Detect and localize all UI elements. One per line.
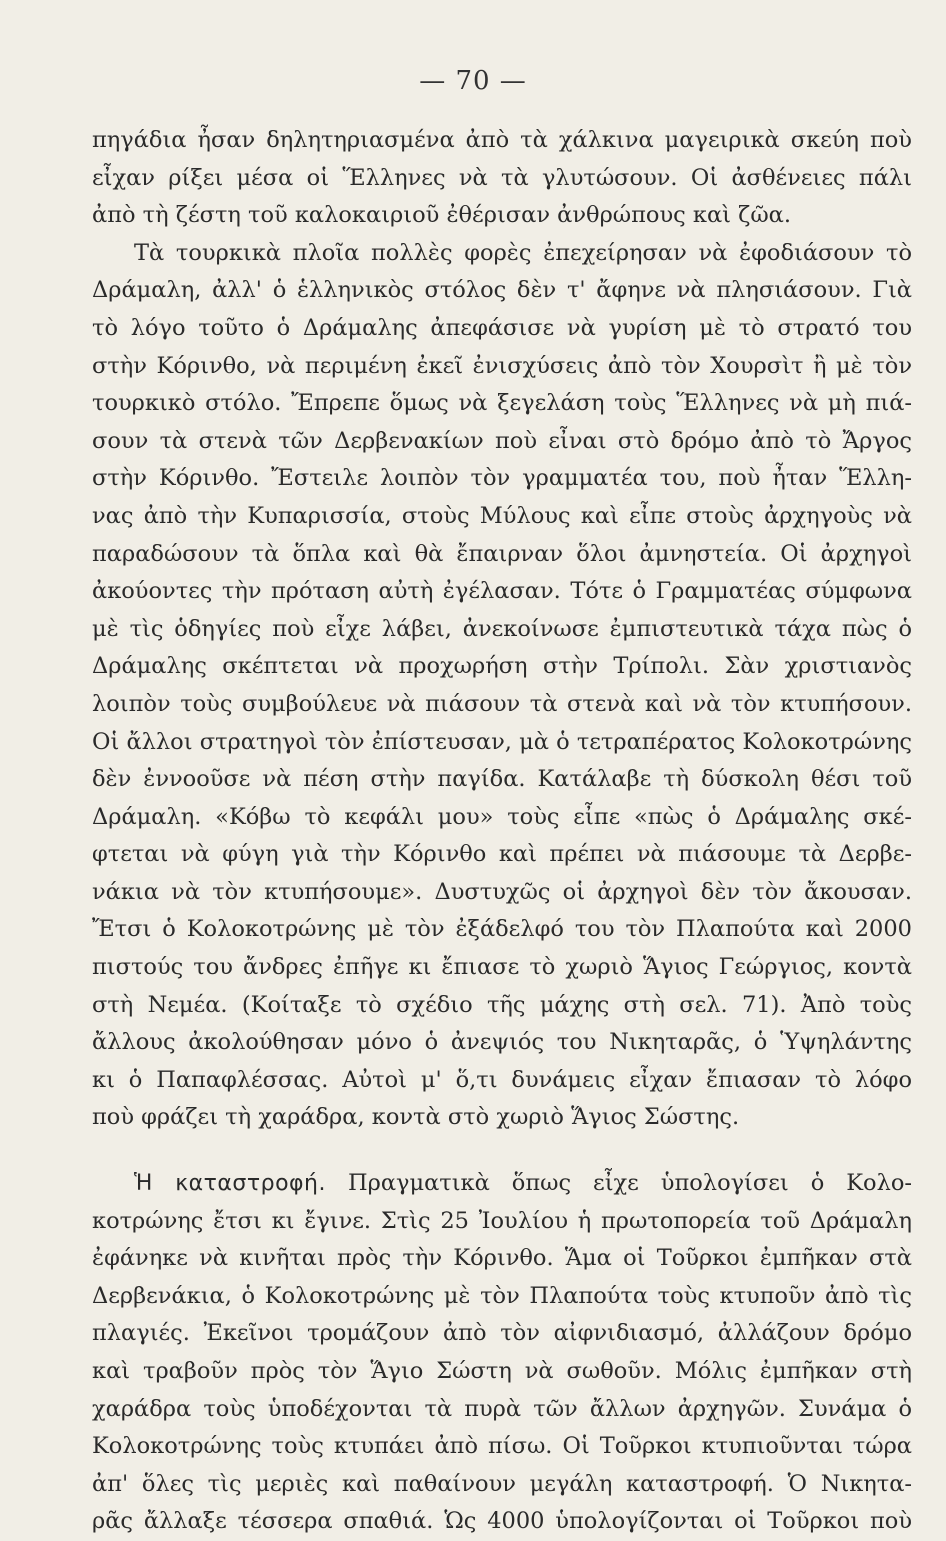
page-body	[92, 122, 912, 1541]
text-line: μὲ τὶς ὁδηγίες ποὺ εἶχε λάβει, ἀνεκοίνωσε ἐμπιστευτικὰ τάχα πὼς ὁ	[92, 615, 912, 642]
text-line: ἀπ' ὅλες τὶς μεριὲς καὶ παθαίνουν μεγάλη καταστροφή. Ὁ Νικητα-	[92, 1470, 912, 1497]
text-line: ἐφάνηκε νὰ κινῆται πρὸς τὴν Κόρινθο. Ἅμα οἱ Τοῦρκοι ἐμπῆκαν στὰ	[92, 1245, 912, 1272]
text-line: Οἱ ἄλλοι στρατηγοὶ τὸν ἐπίστευσαν, μὰ ὁ τετραπέρατος Κολοκοτρώνης	[92, 728, 912, 755]
text-line: φτεται νὰ φύγη γιὰ τὴν Κόρινθο καὶ πρέπει νὰ πιάσουμε τὰ Δερβε-	[92, 841, 912, 868]
text-line: στὴν Κόρινθο, νὰ περιμένη ἐκεῖ ἐνισχύσεις ἀπὸ τὸν Χουρσὶτ ἢ μὲ τὸν	[92, 352, 912, 379]
text-line: ρᾶς ἄλλαξε τέσσερα σπαθιά. Ὡς 4000 ὑπολογίζονται οἱ Τοῦρκοι ποὺ	[92, 1508, 912, 1535]
text-line: καὶ τραβοῦν πρὸς τὸν Ἅγιο Σώστη νὰ σωθοῦν. Μόλις ἐμπῆκαν στὴ	[92, 1358, 912, 1384]
text-line: Δράμαλης σκέπτεται νὰ προχωρήση στὴν Τρίπολι. Σὰν χριστιανὸς	[92, 653, 912, 680]
text-line: νάκια νὰ τὸν κτυπήσουμε». Δυστυχῶς οἱ ἀρχηγοὶ δὲν τὸν ἄκουσαν.	[92, 878, 912, 905]
text-line: Δερβενάκια, ὁ Κολοκοτρώνης μὲ τὸν Πλαπούτα τοὺς κτυποῦν ἀπὸ τὶς	[92, 1282, 912, 1309]
paragraph-2	[92, 235, 912, 1137]
text-line: Δράμαλη, ἀλλ' ὁ ἑλληνικὸς στόλος δὲν τ' ἄφηνε νὰ πλησιάσουν. Γιὰ	[92, 277, 912, 304]
text-line: κι ὁ Παπαφλέσσας. Αὐτοὶ μ' ὅ,τι δυνάμεις εἶχαν ἔπιασαν τὸ λόφο	[92, 1066, 912, 1093]
text-line: χαράδρα τοὺς ὑποδέχονται τὰ πυρὰ τῶν ἄλλων ἀρχηγῶν. Συνάμα ὁ	[92, 1395, 912, 1422]
text-line: στὴ Νεμέα. (Κοίταξε τὸ σχέδιο τῆς μάχης στὴ σελ. 71). Ἀπὸ τοὺς	[92, 991, 912, 1018]
paragraph-gap	[92, 1137, 912, 1165]
text-line: δὲν ἐννοοῦσε νὰ πέση στὴν παγίδα. Κατάλαβε τὴ δύσκολη θέσι τοῦ	[92, 766, 912, 793]
text-line: τουρκικὸ στόλο. Ἔπρεπε ὅμως νὰ ξεγελάση τοὺς Ἕλληνες νὰ μὴ πιά-	[92, 390, 912, 417]
text-line: ἀκούοντες τὴν πρόταση αὐτὴ ἐγέλασαν. Τότε ὁ Γραμματέας σύμφωνα	[92, 578, 912, 605]
text-line: Ἔτσι ὁ Κολοκοτρώνης μὲ τὸν ἐξάδελφό του τὸν Πλαπούτα καὶ 2000	[92, 916, 912, 943]
text-line: παραδώσουν τὰ ὅπλα καὶ θὰ ἔπαιρναν ὅλοι ἀμνηστεία. Οἱ ἀρχηγοὶ	[92, 540, 912, 567]
section-heading: Ἡ καταστροφή.	[134, 1171, 326, 1197]
text-line: κοτρώνης ἔτσι κι ἔγινε. Στὶς 25 Ἰουλίου ἡ πρωτοπορεία τοῦ Δράμαλη	[92, 1207, 912, 1234]
text-line: ἄλλους ἀκολούθησαν μόνο ὁ ἀνεψιός του Νικηταρᾶς, ὁ Ὑψηλάντης	[92, 1029, 912, 1056]
text-line: πιστούς του ἄνδρες ἐπῆγε κι ἔπιασε τὸ χωριὸ Ἅγιος Γεώργιος, κοντὰ	[92, 954, 912, 981]
text-line: Δράμαλη. «Κόβω τὸ κεφάλι μου» τοὺς εἶπε «πὼς ὁ Δράμαλης σκέ-	[92, 803, 912, 830]
text-line: νας ἀπὸ τὴν Κυπαρισσία, στοὺς Μύλους καὶ εἶπε στοὺς ἀρχηγοὺς νὰ	[92, 502, 912, 529]
text-line: πηγάδια ἦσαν δηλητηριασμένα ἀπὸ τὰ χάλκινα μαγειρικὰ σκεύη ποὺ	[92, 127, 912, 153]
text-line: στὴν Κόρινθο. Ἔστειλε λοιπὸν τὸν γραμματέα του, ποὺ ἦταν Ἕλλη-	[92, 465, 912, 492]
text-line: εἶχαν ρίξει μέσα οἱ Ἕλληνες νὰ τὰ γλυτώσουν. Οἱ ἀσθένειες πάλι	[92, 164, 912, 191]
paragraph-1	[92, 122, 912, 235]
text-line: τὸ λόγο τοῦτο ὁ Δράμαλης ἀπεφάσισε νὰ γυρίση μὲ τὸ στρατό του	[92, 314, 912, 341]
paragraph-3	[92, 1165, 912, 1541]
text-line: πλαγιές. Ἐκεῖνοι τρομάζουν ἀπὸ τὸν αἰφνιδιασμό, ἀλλάζουν δρόμο	[92, 1320, 912, 1347]
section-first-line	[92, 1165, 912, 1203]
page-number: — 70 —	[419, 66, 527, 96]
text-line: σουν τὰ στενὰ τῶν Δερβενακίων ποὺ εἶναι στὸ δρόμο ἀπὸ τὸ Ἄργος	[92, 427, 912, 454]
text-line: ποὺ φράζει τὴ χαράδρα, κοντὰ στὸ χωριὸ Ἅγιος Σώστης.	[92, 1104, 740, 1131]
text-line: λοιπὸν τοὺς συμβούλευε νὰ πιάσουν τὰ στενὰ καὶ νὰ τὸν κτυπήσουν.	[92, 690, 912, 717]
text-line: Τὰ τουρκικὰ πλοῖα πολλὲς φορὲς ἐπεχείρησαν νὰ ἐφοδιάσουν τὸ	[134, 239, 912, 266]
text-line: ἀπὸ τὴ ζέστη τοῦ καλοκαιριοῦ ἐθέρισαν ἀνθρώπους καὶ ζῶα.	[92, 202, 792, 229]
text-line: Κολοκοτρώνης τοὺς κτυπάει ἀπὸ πίσω. Οἱ Τοῦρκοι κτυπιοῦνται τώρα	[92, 1433, 912, 1460]
text-run: Πραγματικὰ ὅπως εἶχε ὑπολογίσει ὁ Κολο-	[347, 1170, 912, 1197]
